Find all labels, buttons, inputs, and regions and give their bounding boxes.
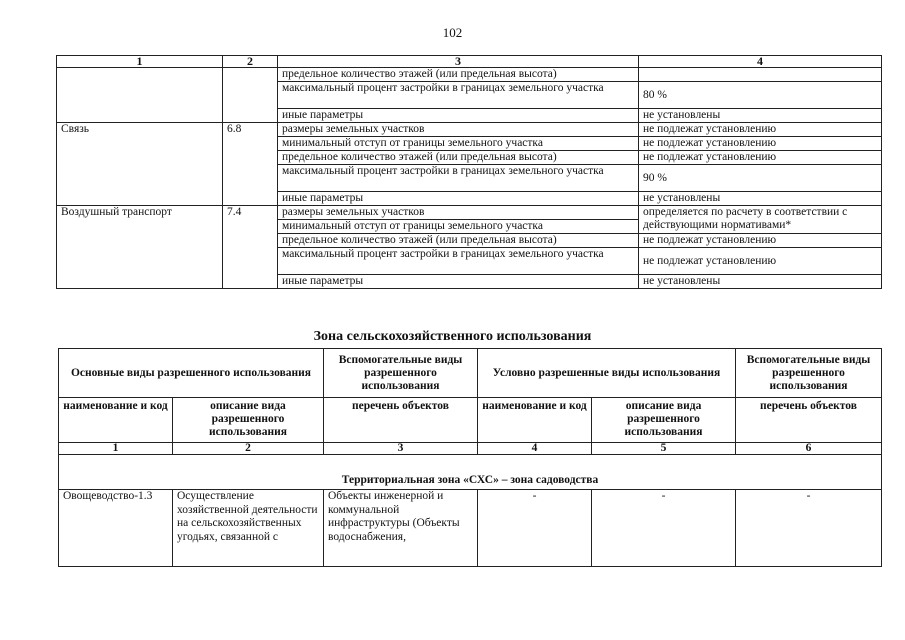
table-row — [57, 68, 882, 82]
value-cell: не подлежат установлению — [639, 234, 882, 248]
aux-uses-header: Вспомогательные виды разрешенного использования — [736, 349, 882, 398]
column-number: 3 — [324, 443, 478, 455]
description-header: описание вида разрешенного использования — [173, 398, 324, 443]
value-cell: не подлежат установлению — [639, 123, 882, 137]
use-name-cell — [57, 68, 223, 123]
objects-header: перечень объектов — [324, 398, 478, 443]
table-row — [57, 206, 882, 220]
page-number: 102 — [442, 25, 463, 40]
sub-header-row — [59, 398, 882, 443]
parameter-cell: предельное количество этажей (или предельная высота) — [278, 234, 639, 248]
parameter-cell: размеры земельных участков — [278, 123, 639, 137]
parameter-cell: предельное количество этажей (или предельная высота) — [278, 151, 639, 165]
use-code-cell: 7.4 — [223, 206, 278, 289]
value-cell: определяется по расчету в соответствии с действующими нормативами* — [639, 206, 882, 234]
parameters-table — [56, 55, 882, 289]
value-cell — [639, 68, 882, 82]
territorial-zone-title: Территориальная зона «СХС» – зона садоводства — [59, 455, 882, 490]
column-header: 1 — [57, 56, 223, 68]
group-header-row — [59, 349, 882, 398]
use-description-cell: Осуществление хозяйственной деятельности на сельскохозяйственных угодьях, связанной с — [173, 490, 324, 567]
column-number: 5 — [592, 443, 736, 455]
value-cell: не установлены — [639, 275, 882, 289]
use-name-cell: Овощеводство-1.3 — [59, 490, 173, 567]
use-name-cell: Связь — [57, 123, 223, 206]
parameter-cell: предельное количество этажей (или предельная высота) — [278, 68, 639, 82]
objects-header: перечень объектов — [736, 398, 882, 443]
parameter-cell: минимальный отступ от границы земельного участка — [278, 137, 639, 151]
table-row — [59, 490, 882, 567]
objects-cell: Объекты инженерной и коммунальной инфраструктуры (Объекты водоснабжения, — [324, 490, 478, 567]
value-cell: 80 % — [639, 82, 882, 109]
value-cell: 90 % — [639, 165, 882, 192]
value-cell: не установлены — [639, 192, 882, 206]
main-uses-header: Основные виды разрешенного использования — [59, 349, 324, 398]
parameter-cell: размеры земельных участков — [278, 206, 639, 220]
parameter-cell: максимальный процент застройки в границах земельного участка — [278, 165, 639, 192]
column-number: 1 — [59, 443, 173, 455]
zone-uses-table — [58, 348, 882, 567]
aux-uses-header: Вспомогательные виды разрешенного использования — [324, 349, 478, 398]
parameter-cell: иные параметры — [278, 275, 639, 289]
value-cell: не подлежат установлению — [639, 248, 882, 275]
table-header-row — [57, 56, 882, 68]
section-title: Зона сельскохозяйственного использования — [313, 329, 592, 344]
use-code-cell — [223, 68, 278, 123]
table-row — [57, 123, 882, 137]
conditional-uses-header: Условно разрешенные виды использования — [478, 349, 736, 398]
value-cell: не установлены — [639, 109, 882, 123]
parameter-cell: иные параметры — [278, 109, 639, 123]
name-code-header: наименование и код — [478, 398, 592, 443]
column-header: 4 — [639, 56, 882, 68]
column-number: 4 — [478, 443, 592, 455]
column-number-row — [59, 443, 882, 455]
column-number: 2 — [173, 443, 324, 455]
parameter-cell: минимальный отступ от границы земельного участка — [278, 220, 639, 234]
name-code-header: наименование и код — [59, 398, 173, 443]
parameter-cell: максимальный процент застройки в границах земельного участка — [278, 82, 639, 109]
aux-objects-cell: - — [736, 490, 882, 567]
description-header: описание вида разрешенного использования — [592, 398, 736, 443]
use-name-cell: Воздушный транспорт — [57, 206, 223, 289]
column-number: 6 — [736, 443, 882, 455]
use-code-cell: 6.8 — [223, 123, 278, 206]
conditional-name-cell: - — [478, 490, 592, 567]
column-header: 2 — [223, 56, 278, 68]
conditional-description-cell: - — [592, 490, 736, 567]
value-cell: не подлежат установлению — [639, 151, 882, 165]
zone-row — [59, 455, 882, 490]
parameter-cell: максимальный процент застройки в границах земельного участка — [278, 248, 639, 275]
column-header: 3 — [278, 56, 639, 68]
parameter-cell: иные параметры — [278, 192, 639, 206]
value-cell: не подлежат установлению — [639, 137, 882, 151]
